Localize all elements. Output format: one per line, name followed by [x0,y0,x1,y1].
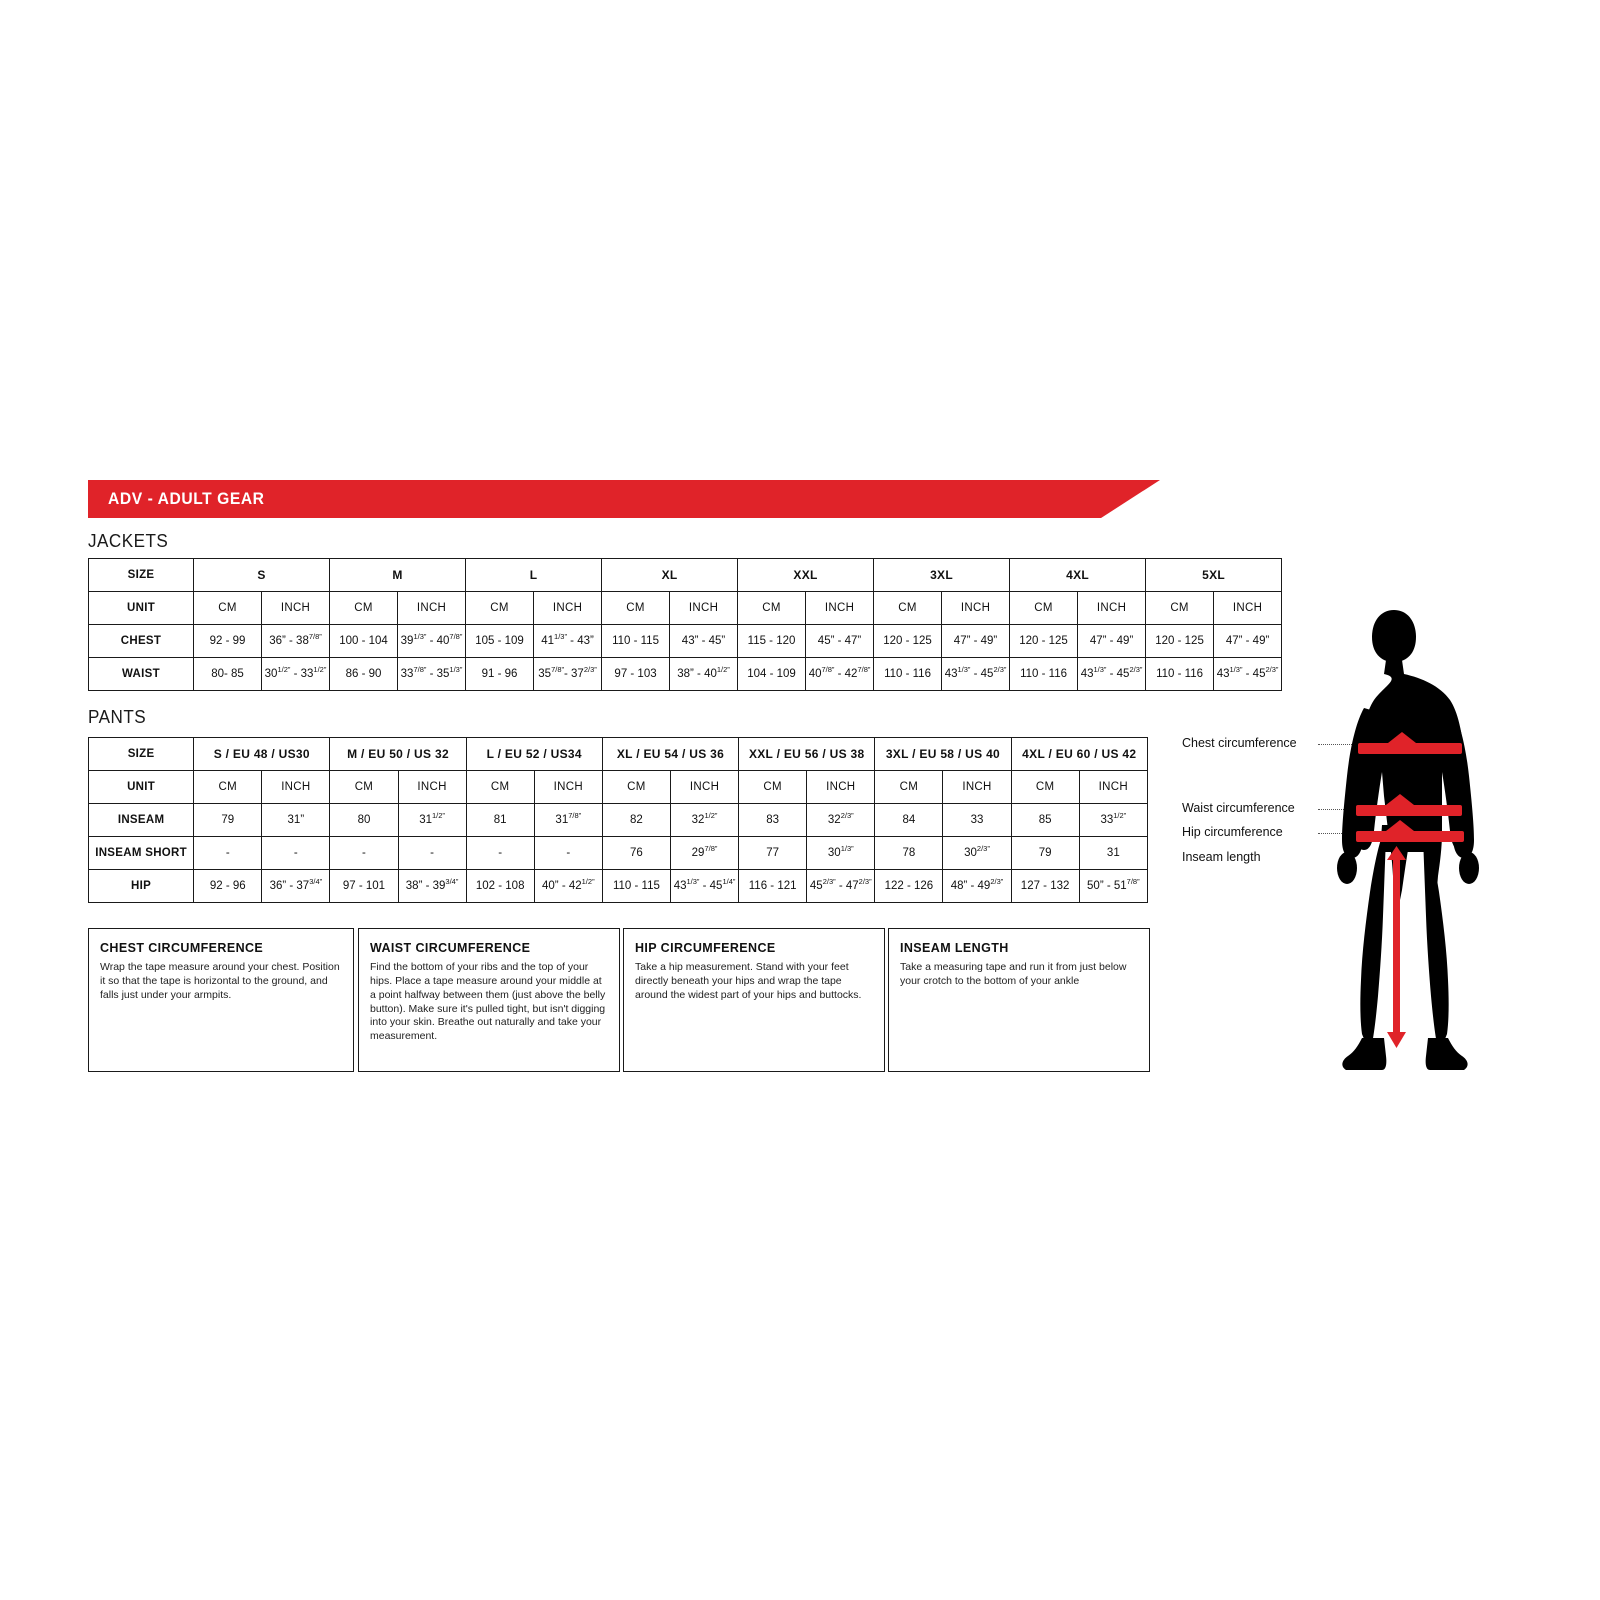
row-label-unit: UNIT [89,592,194,625]
table-row [89,658,1282,691]
cell-inseam-cm: 80 [330,804,398,837]
cell-chest-cm: 115 - 120 [738,625,806,658]
table-row-size [89,738,1148,771]
info-box-inseam [888,928,1150,1072]
cell-hip-inch: $43^{1/3”} - 45^{1/4”}$ [670,870,738,903]
callout-chest-circumference: Chest circumference [1182,736,1297,750]
size-header-1: S / EU 48 / US30 [194,738,330,771]
cell-inseam-inch: $31^{1/2”}$ [398,804,466,837]
unit-header-cm: CM [602,771,670,804]
unit-header-cm: CM [194,771,262,804]
cell-hip-inch: 36” - $37^{3/4”}$ [262,870,330,903]
cell-waist-inch: $43^{1/3”} - 45^{2/3”}$ [942,658,1010,691]
cell-inseam-short-inch: - [398,837,466,870]
table-row-unit [89,771,1148,804]
info-box-hip [623,928,885,1072]
cell-hip-inch: 38” - $39^{3/4”}$ [398,870,466,903]
unit-header-inch: INCH [807,771,875,804]
cell-inseam-short-inch: $30^{2/3”}$ [943,837,1011,870]
info-box-body: Wrap the tape measure around your chest. Position it so that the tape is horizontal to the ground, and falls just under your armpits. [100,961,340,1001]
table-row [89,625,1282,658]
unit-header-cm: CM [874,592,942,625]
unit-header-cm: CM [875,771,943,804]
cell-chest-cm: 120 - 125 [874,625,942,658]
cell-waist-inch: $40^{7/8”} - 42^{7/8”}$ [806,658,874,691]
size-header-1: S [194,559,330,592]
cell-inseam-inch: $33^{1/2”}$ [1079,804,1147,837]
table-row [89,870,1148,903]
cell-waist-cm: 97 - 103 [602,658,670,691]
row-label-inseam-short: INSEAM SHORT [89,837,194,870]
unit-header-inch: INCH [262,592,330,625]
cell-hip-cm: 127 - 132 [1011,870,1079,903]
unit-header-cm: CM [1146,592,1214,625]
table-row-unit [89,592,1282,625]
row-label-hip: HIP [89,870,194,903]
cell-inseam-cm: 84 [875,804,943,837]
size-header-7: 4XL / EU 60 / US 42 [1011,738,1147,771]
cell-hip-cm: 122 - 126 [875,870,943,903]
cell-chest-cm: 100 - 104 [330,625,398,658]
row-label-chest: CHEST [89,625,194,658]
row-label-waist: WAIST [89,658,194,691]
pants-table [88,737,1148,903]
cell-inseam-inch: $32^{1/2”}$ [670,804,738,837]
cell-inseam-short-inch: - [262,837,330,870]
unit-header-inch: INCH [534,771,602,804]
cell-chest-cm: 110 - 115 [602,625,670,658]
unit-header-cm: CM [1011,771,1079,804]
cell-hip-inch: $45^{2/3”} - 47^{2/3”}$ [807,870,875,903]
cell-waist-inch: $35^{7/8”}-$ $37^{2/3”}$ [534,658,602,691]
info-box-chest [88,928,354,1072]
section-title-pants: PANTS [88,707,147,727]
size-header-6: 3XL [874,559,1010,592]
cell-chest-inch: $39^{1/3”} - 40^{7/8”}$ [398,625,466,658]
unit-header-inch: INCH [1079,771,1147,804]
cell-chest-inch: 47” - 49” [942,625,1010,658]
body-figure-illustration [1290,600,1530,1100]
cell-waist-inch: $33^{7/8”} - 35^{1/3”}$ [398,658,466,691]
callout-hip-circumference: Hip circumference [1182,825,1283,839]
unit-header-cm: CM [330,771,398,804]
cell-inseam-short-cm: 77 [739,837,807,870]
banner [88,480,1160,518]
row-label-inseam: INSEAM [89,804,194,837]
info-box-title: HIP CIRCUMFERENCE [635,941,776,955]
cell-waist-cm: 86 - 90 [330,658,398,691]
cell-inseam-inch: 33 [943,804,1011,837]
cell-waist-cm: 110 - 116 [1146,658,1214,691]
cell-inseam-short-cm: - [466,837,534,870]
unit-header-inch: INCH [262,771,330,804]
cell-inseam-cm: 81 [466,804,534,837]
unit-header-inch: INCH [534,592,602,625]
cell-waist-inch: $43^{1/3”} - 45^{2/3”}$ [1214,658,1282,691]
cell-inseam-short-cm: 78 [875,837,943,870]
size-header-4: XL / EU 54 / US 36 [602,738,738,771]
banner-title: ADV - ADULT GEAR [108,489,265,508]
cell-chest-cm: 92 - 99 [194,625,262,658]
unit-header-inch: INCH [942,592,1010,625]
table-row-size [89,559,1282,592]
cell-inseam-cm: 83 [739,804,807,837]
cell-chest-cm: 120 - 125 [1146,625,1214,658]
unit-header-cm: CM [738,592,806,625]
cell-inseam-short-inch: 31 [1079,837,1147,870]
cell-chest-cm: 120 - 125 [1010,625,1078,658]
cell-chest-inch: 43” - 45” [670,625,738,658]
cell-hip-inch: 40” - $42^{1/2”}$ [534,870,602,903]
row-label-unit: UNIT [89,771,194,804]
cell-hip-cm: 110 - 115 [602,870,670,903]
size-header-5: XXL / EU 56 / US 38 [739,738,875,771]
cell-inseam-short-inch: $30^{1/3”}$ [807,837,875,870]
unit-header-inch: INCH [398,771,466,804]
cell-hip-cm: 92 - 96 [194,870,262,903]
info-box-title: WAIST CIRCUMFERENCE [370,941,531,955]
info-box-title: CHEST CIRCUMFERENCE [100,941,264,955]
cell-hip-inch: 48” - $49^{2/3”}$ [943,870,1011,903]
cell-waist-cm: 80- 85 [194,658,262,691]
info-box-waist [358,928,620,1072]
cell-chest-inch: $41^{1/3”} - 43$” [534,625,602,658]
info-box-body: Take a measuring tape and run it from just below your crotch to the bottom of your ankle [900,961,1127,987]
cell-chest-inch: 36” - $38^{7/8”}$ [262,625,330,658]
unit-header-cm: CM [1010,592,1078,625]
table-row [89,837,1148,870]
unit-header-cm: CM [330,592,398,625]
unit-header-inch: INCH [1214,592,1282,625]
cell-chest-inch: 45” - 47” [806,625,874,658]
size-header-4: XL [602,559,738,592]
cell-inseam-cm: 82 [602,804,670,837]
size-header-8: 5XL [1146,559,1282,592]
cell-hip-cm: 116 - 121 [739,870,807,903]
size-header-7: 4XL [1010,559,1146,592]
unit-header-inch: INCH [670,771,738,804]
cell-waist-inch: $43^{1/3”} - 45^{2/3”}$ [1078,658,1146,691]
unit-header-inch: INCH [670,592,738,625]
cell-waist-inch: 38” - $40^{1/2”}$ [670,658,738,691]
cell-inseam-short-cm: - [330,837,398,870]
cell-chest-inch: 47” - 49” [1078,625,1146,658]
cell-inseam-cm: 85 [1011,804,1079,837]
size-header-3: L / EU 52 / US34 [466,738,602,771]
callout-waist-circumference: Waist circumference [1182,801,1295,815]
cell-inseam-short-inch: $29^{7/8”}$ [670,837,738,870]
cell-inseam-short-inch: - [534,837,602,870]
cell-inseam-short-cm: 76 [602,837,670,870]
unit-header-inch: INCH [1078,592,1146,625]
cell-inseam-short-cm: 79 [1011,837,1079,870]
info-box-title: INSEAM LENGTH [900,941,1009,955]
cell-chest-inch: 47” - 49” [1214,625,1282,658]
unit-header-cm: CM [739,771,807,804]
cell-inseam-inch: $32^{2/3”}$ [807,804,875,837]
size-header-2: M / EU 50 / US 32 [330,738,466,771]
unit-header-inch: INCH [806,592,874,625]
size-header-2: M [330,559,466,592]
cell-waist-cm: 104 - 109 [738,658,806,691]
row-label-size: SIZE [89,738,194,771]
cell-waist-cm: 110 - 116 [1010,658,1078,691]
unit-header-cm: CM [602,592,670,625]
cell-hip-cm: 97 - 101 [330,870,398,903]
unit-header-inch: INCH [943,771,1011,804]
unit-header-inch: INCH [398,592,466,625]
cell-inseam-short-cm: - [194,837,262,870]
unit-header-cm: CM [466,771,534,804]
section-title-jackets: JACKETS [88,531,169,551]
unit-header-cm: CM [466,592,534,625]
cell-hip-inch: 50” - $51^{7/8”}$ [1079,870,1147,903]
cell-inseam-cm: 79 [194,804,262,837]
unit-header-cm: CM [194,592,262,625]
cell-hip-cm: 102 - 108 [466,870,534,903]
cell-waist-inch: $30^{1/2”} - 33^{1/2”}$ [262,658,330,691]
size-header-5: XXL [738,559,874,592]
cell-inseam-inch: $31^{7/8”}$ [534,804,602,837]
cell-waist-cm: 110 - 116 [874,658,942,691]
size-header-3: L [466,559,602,592]
cell-chest-cm: 105 - 109 [466,625,534,658]
info-box-body: Take a hip measurement. Stand with your feet directly beneath your hips and wrap the tape around the widest part of your hips and buttocks. [635,961,862,1001]
info-box-body: Find the bottom of your ribs and the top of your hips. Place a tape measure around your middle at a point halfway between them (just above the belly button). Make sure it's pulled tight, but isn't digging into your skin. Breathe out naturally and take your measurement. [370,961,606,1043]
row-label-size: SIZE [89,559,194,592]
size-header-6: 3XL / EU 58 / US 40 [875,738,1011,771]
callout-inseam-length: Inseam length [1182,850,1261,864]
table-row [89,804,1148,837]
cell-inseam-inch: 31” [262,804,330,837]
cell-waist-cm: 91 - 96 [466,658,534,691]
jackets-table [88,558,1282,691]
